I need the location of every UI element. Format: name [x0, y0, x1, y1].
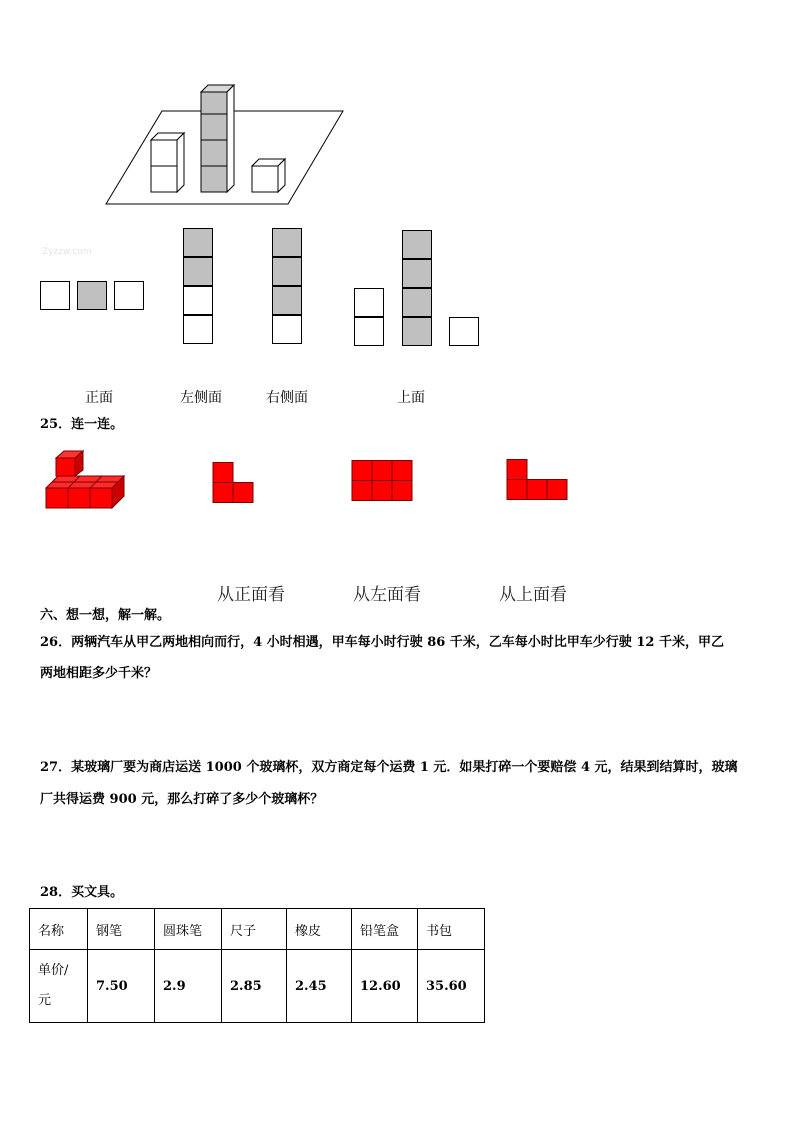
red-solid-3d — [44, 448, 128, 510]
q28-title: 28．买文具。 — [40, 885, 124, 900]
table-row — [30, 950, 485, 1023]
q26-line-2: 两地相距多少千米？ — [40, 666, 158, 681]
watermark: Zyzzw.com — [42, 247, 92, 257]
tall-cube-stack — [201, 85, 234, 192]
cube-arrangement-figure — [100, 80, 350, 210]
square-gray — [272, 286, 302, 315]
square — [114, 281, 144, 310]
single-cube — [252, 159, 285, 192]
table-header-row — [30, 909, 485, 950]
section-6-title: 六、想一想，解一解。 — [40, 608, 171, 623]
caption-from-top: 从上面看 — [499, 585, 567, 605]
square-gray — [402, 259, 432, 288]
table-header-cell: 橡皮 — [287, 909, 352, 950]
label-front: 正面 — [85, 390, 113, 406]
q25-title: 25．连一连。 — [40, 417, 124, 432]
square-gray — [402, 230, 432, 259]
label-left: 左侧面 — [180, 390, 222, 406]
red-l-shape — [212, 462, 256, 503]
square — [40, 281, 70, 310]
table-header-cell: 铅笔盒 — [352, 909, 418, 950]
table-row-label — [30, 950, 88, 1023]
square-gray — [183, 228, 213, 257]
square — [183, 286, 213, 315]
caption-from-left: 从左面看 — [353, 585, 421, 605]
table-header-cell: 名称 — [30, 909, 88, 950]
table-header-cell: 尺子 — [222, 909, 287, 950]
square — [354, 317, 384, 346]
square — [354, 288, 384, 317]
price-cell: 2.85 — [222, 950, 287, 1023]
label-top: 上面 — [397, 390, 425, 406]
caption-from-front: 从正面看 — [217, 585, 285, 605]
square-gray — [272, 228, 302, 257]
square-gray — [183, 257, 213, 286]
price-cell: 7.50 — [88, 950, 155, 1023]
square — [449, 317, 479, 346]
table-header-cell: 书包 — [418, 909, 485, 950]
red-rectangle-3x2 — [351, 460, 413, 502]
table-header-cell: 圆珠笔 — [155, 909, 222, 950]
label-right: 右侧面 — [266, 390, 308, 406]
square-gray — [272, 257, 302, 286]
left-cube-stack — [151, 133, 184, 192]
price-cell: 2.9 — [155, 950, 222, 1023]
price-cell: 2.45 — [287, 950, 352, 1023]
price-cell: 12.60 — [352, 950, 418, 1023]
row-label-line-1: 单价/ — [38, 963, 69, 978]
price-cell: 35.60 — [418, 950, 485, 1023]
stationery-price-table — [29, 908, 485, 1023]
table-header-cell: 钢笔 — [88, 909, 155, 950]
square-gray — [77, 281, 107, 310]
row-label-line-2: 元 — [38, 993, 52, 1008]
red-long-l-shape — [506, 459, 569, 501]
q26-line-1: 26．两辆汽车从甲乙两地相向而行，4 小时相遇，甲车每小时行驶 86 千米，乙车每小时比甲车少行驶 12 千米，甲乙 — [40, 635, 724, 650]
q27-line-2: 厂共得运费 900 元，那么打碎了多少个玻璃杯？ — [40, 792, 324, 807]
square-gray — [402, 317, 432, 346]
square — [272, 315, 302, 344]
square — [183, 315, 213, 344]
q27-line-1: 27．某玻璃厂要为商店运送 1000 个玻璃杯，双方商定每个运费 1 元．如果打碎一个要赔偿 4 元，结果到结算时，玻璃 — [40, 760, 738, 775]
square-gray — [402, 288, 432, 317]
